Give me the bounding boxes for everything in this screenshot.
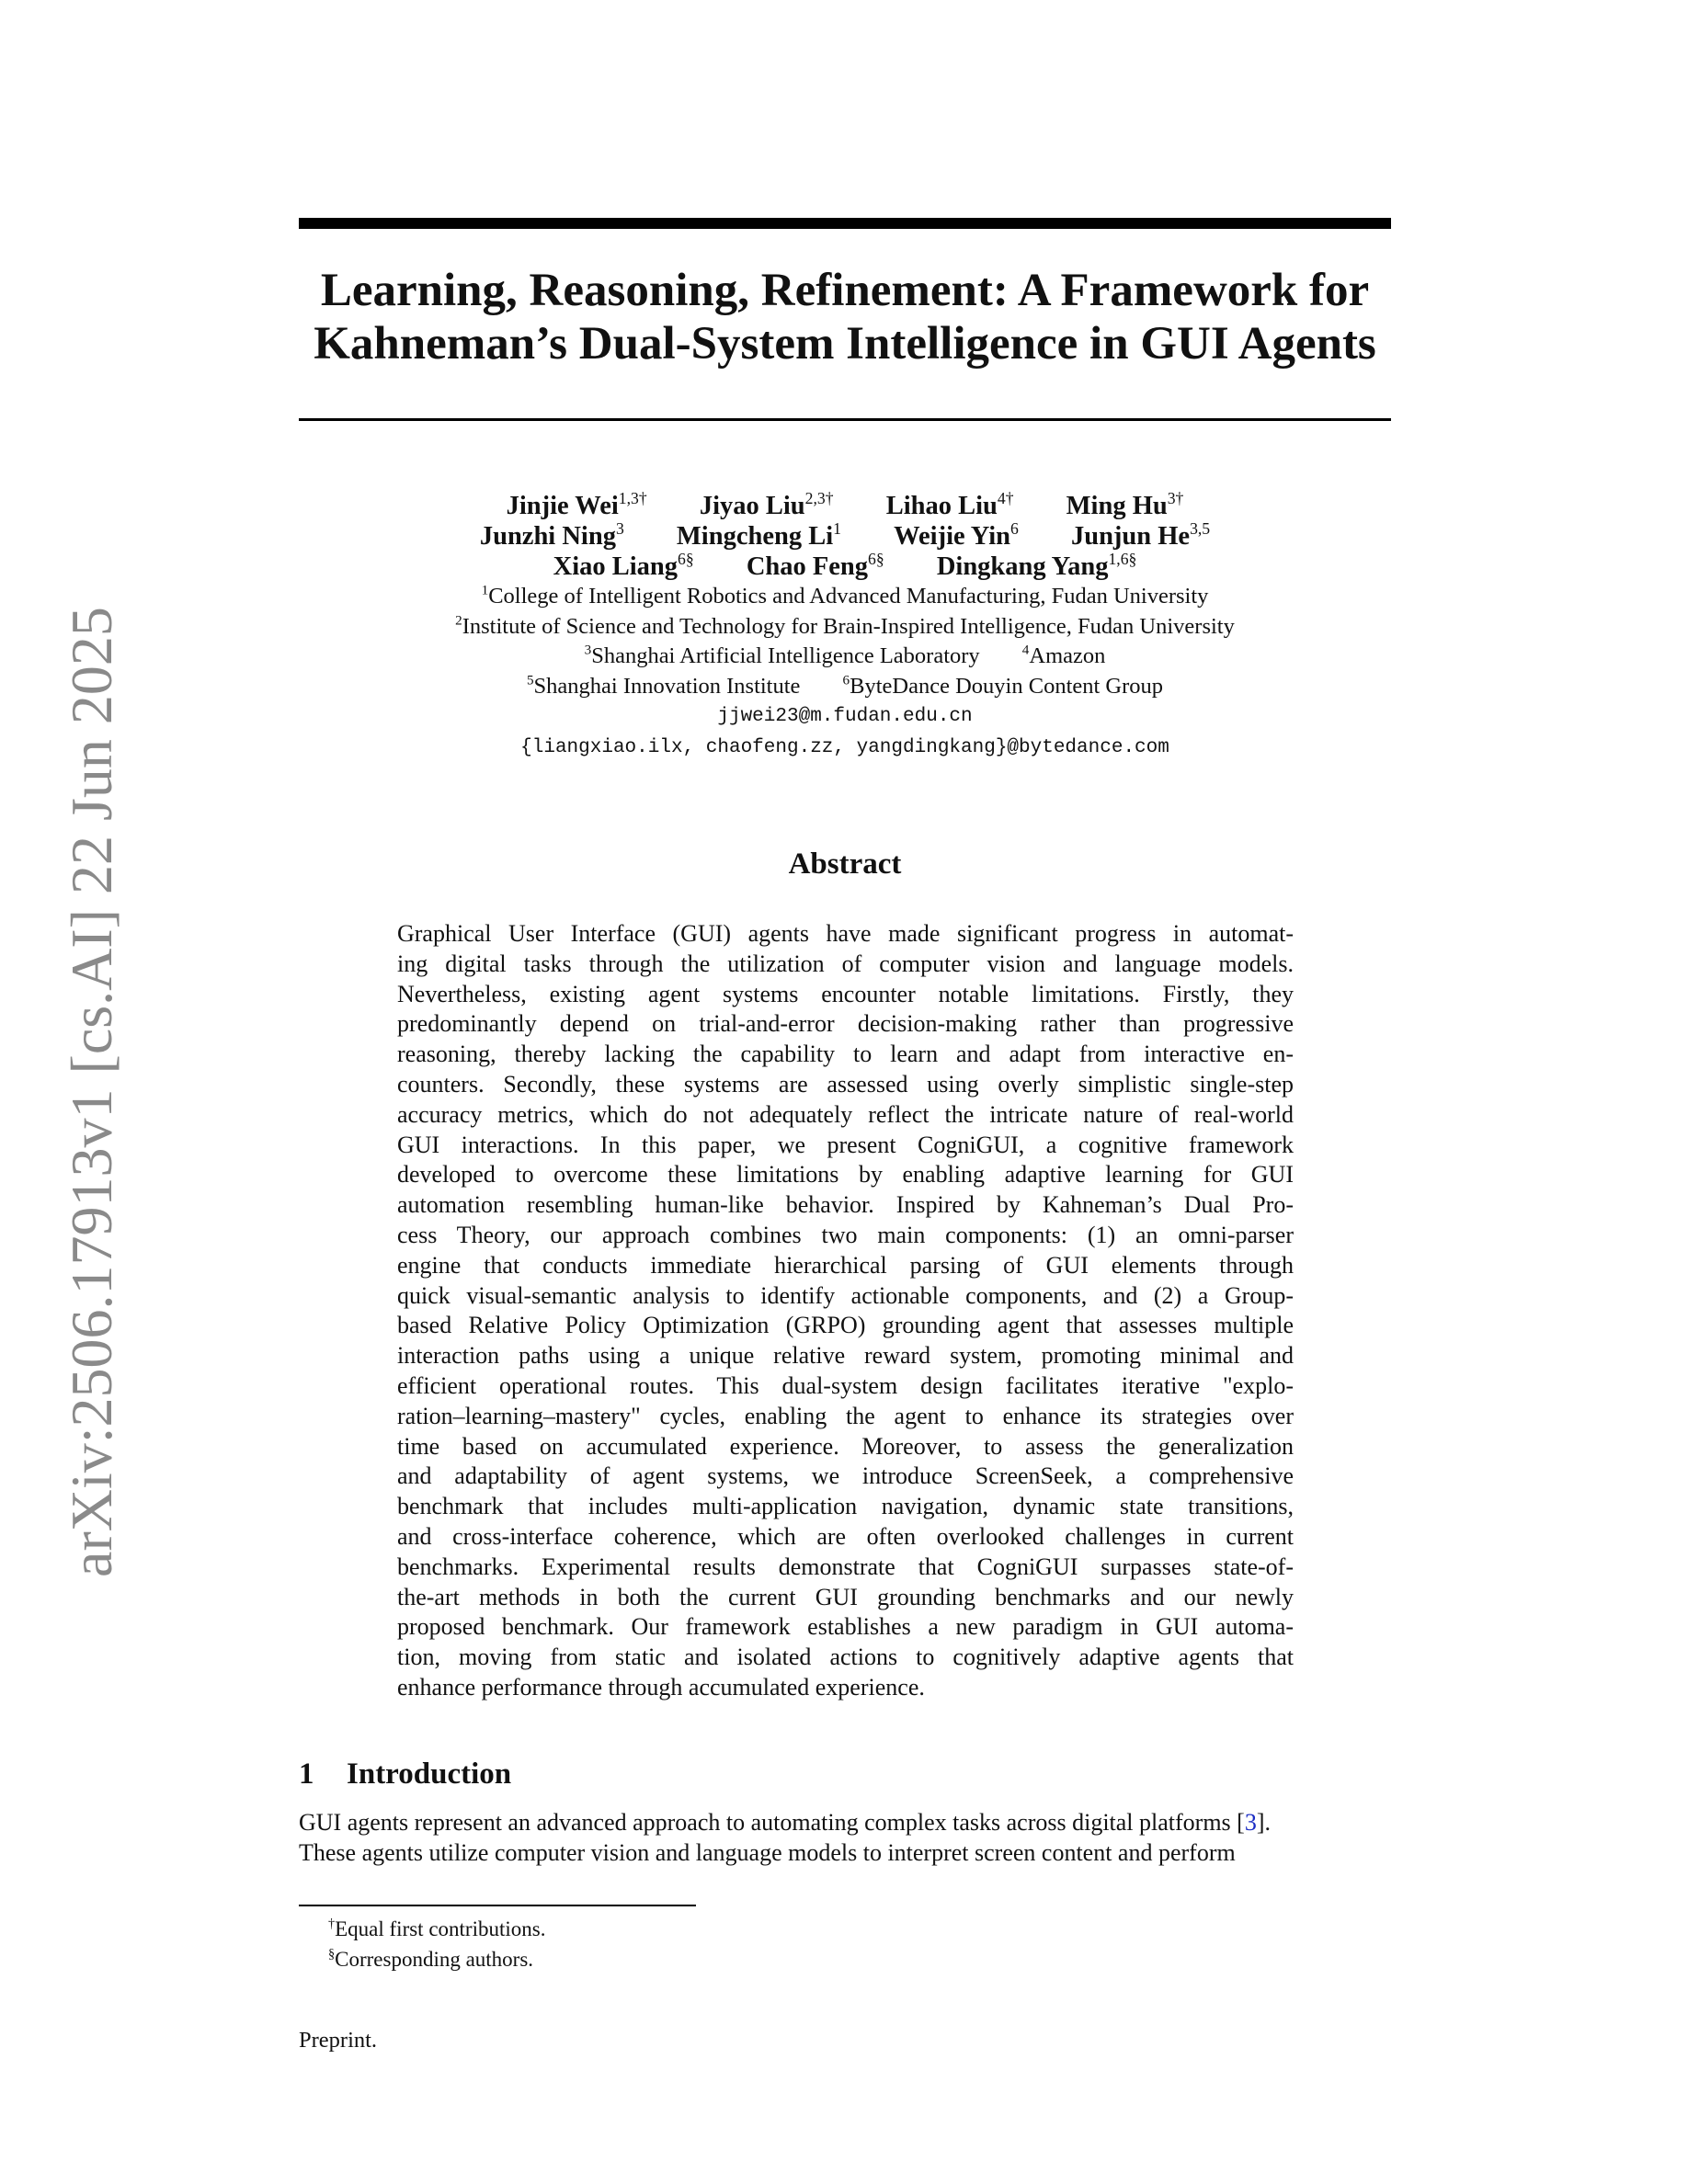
section-number: 1 bbox=[299, 1757, 314, 1791]
abstract-line: quick visual-semantic analysis to identify actionable components, and (2) a Group- bbox=[397, 1281, 1294, 1309]
abstract-line: Nevertheless, existing agent systems encounter notable limitations. Firstly, they bbox=[397, 980, 1294, 1007]
author-line-1 bbox=[299, 491, 1391, 521]
abstract-line: time based on accumulated experience. Moreover, to assess the generalization bbox=[397, 1432, 1294, 1460]
abstract-line: developed to overcome these limitations by enabling adaptive learning for GUI bbox=[397, 1161, 1294, 1189]
author: Junzhi Ning$^3$ bbox=[479, 519, 624, 551]
title-line-1: Learning, Reasoning, Refinement: A Framework for bbox=[320, 265, 1370, 316]
abstract-line: and adaptability of agent systems, we introduce ScreenSeek, a comprehensive bbox=[397, 1462, 1294, 1490]
abstract-line: accuracy metrics, which do not adequately reflect the intricate nature of real-world bbox=[397, 1100, 1294, 1128]
footnote-corresponding: §Corresponding authors. bbox=[328, 1946, 534, 1971]
affiliation-line-3: $^3$Shanghai Artificial Intelligence Laboratory $^4$Amazon bbox=[584, 642, 1106, 668]
author: Jinjie Wei$^{1,3\dagger}$ bbox=[506, 489, 647, 520]
email-line-1[interactable]: jjwei23@m.fudan.edu.cn bbox=[717, 706, 973, 727]
abstract-line: predominantly depend on trial-and-error decision-making rather than progressive bbox=[397, 1010, 1294, 1038]
author: Chao Feng$^{6\S}$ bbox=[746, 550, 884, 581]
abstract-line: benchmarks. Experimental results demonstrate that CogniGUI surpasses state-of- bbox=[397, 1553, 1294, 1580]
title-bottom-rule bbox=[299, 418, 1391, 421]
author: Lihao Liu$^{4\dagger}$ bbox=[885, 489, 1014, 520]
abstract-line: Graphical User Interface (GUI) agents have made significant progress in automat- bbox=[397, 920, 1294, 947]
abstract-line: tion, moving from static and isolated actions to cognitively adaptive agents that bbox=[397, 1644, 1294, 1671]
abstract-line: interaction paths using a unique relative reward system, promoting minimal and bbox=[397, 1342, 1294, 1370]
section-title: Introduction bbox=[347, 1757, 512, 1791]
footnote-rule bbox=[299, 1905, 696, 1906]
introduction-text bbox=[299, 1807, 1391, 1868]
footnotes bbox=[328, 1915, 545, 1974]
author: Weijie Yin$^6$ bbox=[894, 519, 1019, 551]
footnote-equal-contribution: †Equal first contributions. bbox=[328, 1917, 546, 1940]
email-line-2[interactable]: {liangxiao.ilx, chaofeng.zz, yangdingkang}@bytedance.com bbox=[520, 737, 1169, 758]
author: Dingkang Yang$^{1,6\S}$ bbox=[936, 550, 1137, 581]
abstract-line: engine that conducts immediate hierarchical parsing of GUI elements through bbox=[397, 1251, 1294, 1279]
abstract-line: cess Theory, our approach combines two main components: (1) an omni-parser bbox=[397, 1221, 1294, 1248]
abstract-line: proposed benchmark. Our framework establishes a new paradigm in GUI automa- bbox=[397, 1613, 1294, 1641]
abstract-heading: Abstract bbox=[788, 847, 902, 881]
preprint-label: Preprint. bbox=[299, 2028, 378, 2053]
author-line-2 bbox=[299, 521, 1391, 552]
affiliation-line-1: $^1$College of Intelligent Robotics and Advanced Manufacturing, Fudan University bbox=[481, 582, 1209, 609]
author-block bbox=[299, 491, 1391, 764]
abstract-line: the-art methods in both the current GUI grounding benchmarks and our newly bbox=[397, 1583, 1294, 1610]
author: Mingcheng Li$^1$ bbox=[676, 519, 841, 551]
title-top-rule bbox=[299, 218, 1391, 229]
arxiv-identifier-stamp: arXiv:2506.17913v1 [cs.AI] 22 Jun 2025 bbox=[59, 607, 124, 1577]
abstract-body bbox=[397, 919, 1294, 1703]
title-line-2: Kahneman’s Dual-System Intelligence in GUI Agents bbox=[314, 318, 1376, 370]
author-line-3 bbox=[299, 552, 1391, 582]
citation-link[interactable]: 3 bbox=[1244, 1809, 1257, 1836]
abstract-line: ing digital tasks through the utilization of computer vision and language models. bbox=[397, 950, 1294, 977]
author: Jiyao Liu$^{2,3\dagger}$ bbox=[699, 489, 834, 520]
affiliation-line-4: $^5$Shanghai Innovation Institute $^6$ByteDance Douyin Content Group bbox=[526, 672, 1164, 699]
author: Junjun He$^{3,5}$ bbox=[1070, 519, 1211, 551]
intro-line-2: These agents utilize computer vision and language models to interpret screen content and perform bbox=[299, 1839, 1236, 1866]
abstract-line: based Relative Policy Optimization (GRPO) grounding agent that assesses multiple bbox=[397, 1312, 1294, 1339]
paper-title bbox=[299, 264, 1391, 370]
section-heading-introduction bbox=[299, 1756, 511, 1792]
affiliation-line-2: $^2$Institute of Science and Technology for Brain-Inspired Intelligence, Fudan University bbox=[455, 612, 1235, 639]
abstract-line: and cross-interface coherence, which are often overlooked challenges in current bbox=[397, 1522, 1294, 1550]
author: Ming $Hu^{3\dagger}$ bbox=[1066, 489, 1184, 520]
abstract-line: automation resembling human-like behavior. Inspired by Kahneman’s Dual Pro- bbox=[397, 1191, 1294, 1219]
author: Xiao Liang$^{6\S}$ bbox=[553, 550, 694, 581]
abstract-line: benchmark that includes multi-application navigation, dynamic state transitions, bbox=[397, 1493, 1294, 1520]
abstract-line: enhance performance through accumulated experience. bbox=[397, 1673, 925, 1701]
intro-line-1: GUI agents represent an advanced approach to automating complex tasks across digital platforms [3]. bbox=[299, 1809, 1271, 1836]
abstract-line: ration–learning–mastery" cycles, enabling the agent to enhance its strategies over bbox=[397, 1402, 1294, 1429]
abstract-line: counters. Secondly, these systems are assessed using overly simplistic single-step bbox=[397, 1070, 1294, 1098]
abstract-line: efficient operational routes. This dual-system design facilitates iterative "explo- bbox=[397, 1371, 1294, 1399]
abstract-line: reasoning, thereby lacking the capability to learn and adapt from interactive en- bbox=[397, 1041, 1294, 1068]
abstract-line: GUI interactions. In this paper, we present CogniGUI, a cognitive framework bbox=[397, 1131, 1294, 1158]
